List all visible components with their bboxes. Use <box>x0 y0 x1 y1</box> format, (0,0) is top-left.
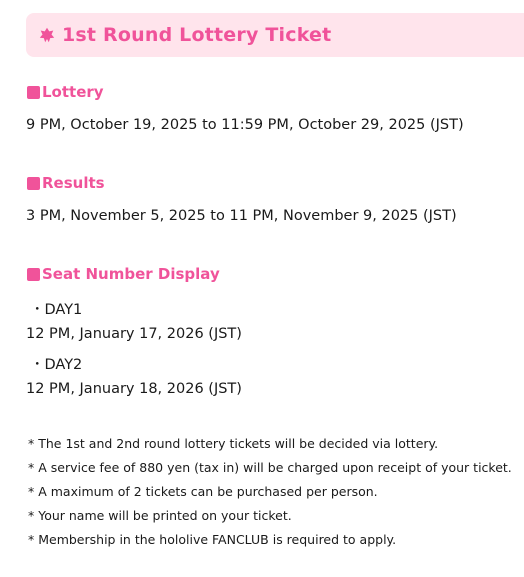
lottery-heading <box>27 83 104 101</box>
section-header <box>26 13 524 57</box>
results-period: 3 PM, November 5, 2025 to 11 PM, November 9, 2025 (JST) <box>26 208 457 224</box>
pink-square-icon <box>27 268 40 281</box>
seat-display-heading-label: Seat Number Display <box>42 265 220 283</box>
pink-square-icon <box>27 86 40 99</box>
lottery-heading-label: Lottery <box>42 83 104 101</box>
note-item: * A service fee of 880 yen (tax in) will be charged upon receipt of your ticket. <box>28 460 512 475</box>
page-title: 1st Round Lottery Ticket <box>62 24 332 46</box>
flower-icon <box>38 26 56 44</box>
note-item: * Your name will be printed on your ticket. <box>28 508 292 523</box>
note-item: * The 1st and 2nd round lottery tickets will be decided via lottery. <box>28 436 439 451</box>
note-item: * Membership in the hololive FANCLUB is required to apply. <box>28 532 397 547</box>
results-heading <box>27 174 105 192</box>
day2-time: 12 PM, January 18, 2026 (JST) <box>26 381 242 397</box>
results-heading-label: Results <box>42 174 105 192</box>
note-item: * A maximum of 2 tickets can be purchased per person. <box>28 484 378 499</box>
pink-square-icon <box>27 177 40 190</box>
day2-label: ・DAY2 <box>30 357 83 373</box>
day1-time: 12 PM, January 17, 2026 (JST) <box>26 326 242 342</box>
seat-display-heading <box>27 265 220 283</box>
lottery-period: 9 PM, October 19, 2025 to 11:59 PM, October 29, 2025 (JST) <box>26 117 464 133</box>
day1-label: ・DAY1 <box>30 302 83 318</box>
